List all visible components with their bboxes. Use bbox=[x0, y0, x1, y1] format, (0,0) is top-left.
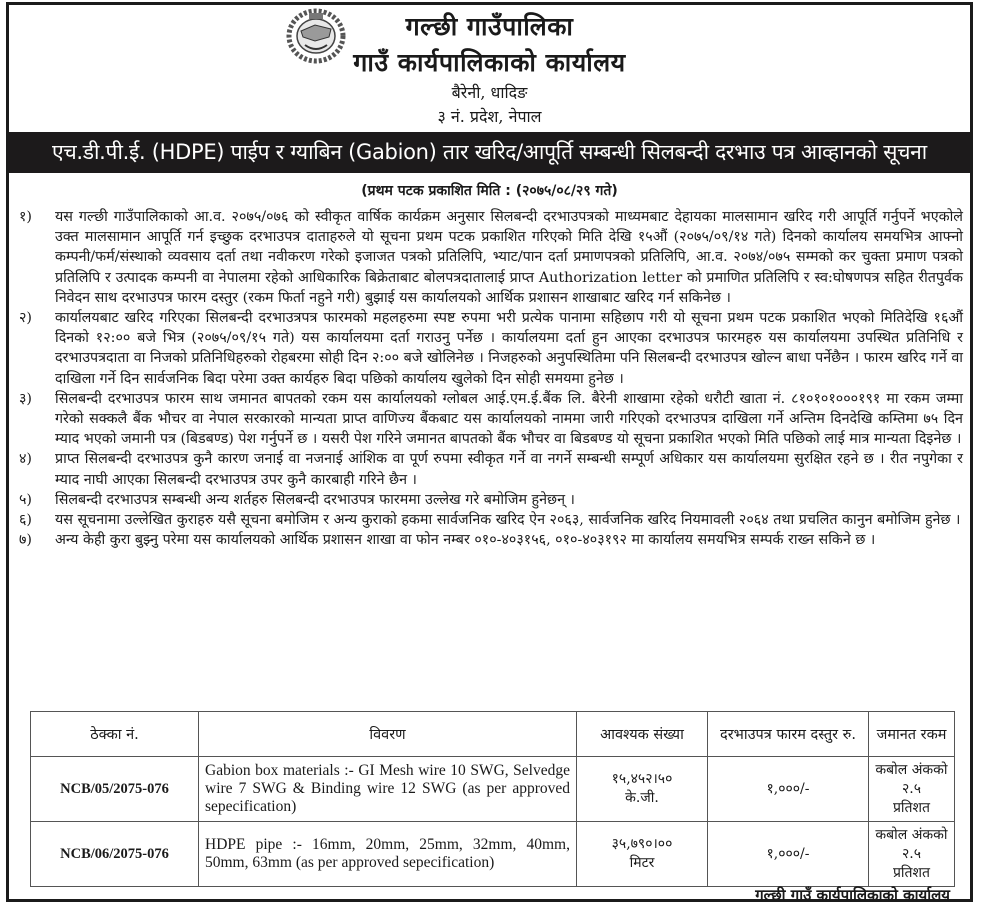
footer-signature: गल्छी गाउँ कार्यपालिकाको कार्यालय bbox=[755, 886, 950, 904]
point-number: २) bbox=[19, 310, 33, 327]
point-text: सिलबन्दी दरभाउपत्र सम्बन्धी अन्य शर्तहरु सिलबन्दी दरभाउपत्र फारममा उल्लेख गरे बमोजिम हुनेछन् । bbox=[55, 491, 575, 508]
quantity-value: ३५,७९०।०० bbox=[611, 836, 673, 852]
security-amount bbox=[869, 822, 955, 887]
notice-title-banner: एच.डी.पी.ई. (HDPE) पाईप र ग्याबिन (Gabion) तार खरिद/आपूर्ति सम्बन्धी सिलबन्दी दरभाउ पत्र आव्हानको सूचना bbox=[9, 132, 970, 173]
quantity bbox=[577, 757, 708, 822]
point-text: कार्यालयबाट खरिद गरिएका सिलबन्दी दरभाउत्रपत्र फारमको महलहरुमा स्पष्ट रुपमा भरी प्रत्येक पानामा सहिछाप गरी यो सूचना प्रथम पटक प्रकाशित भएको मितिदेखि १६औं दिनको १२:०० बजे भित्र (२०७५/०९/१५ गते) यस कार्यालयमा दर्ता गराउनु पर्नेछ । कार्यालयमा दर्ता हुन आएका दरभाउपत्र फारमहरु यस कार्यालयमा उपस्थित प्रतिनिधि र दरभाउपत्रदाता वा निजको प्रतिनिधिहरुको रोहबरमा सोही दिन २:०० बजे खोलिनेछ । निजहरुको अनुपस्थितिमा पनि सिलबन्दी दरभाउपत्र खोल्न बाधा पर्नेछैन । फारम खरिद गर्ने वा दाखिला गर्ने दिन सार्वजनिक बिदा परेमा उक्त कार्यहरु बिदा पछिको कार्यालय खुलेको दिन सोही समयमा हुनेछ । bbox=[55, 310, 963, 387]
notice-point bbox=[19, 490, 963, 510]
point-text: यस सूचनामा उल्लेखित कुराहरु यसै सूचना बमोजिम र अन्य कुराको हकमा सार्वजनिक खरिद ऐन २०६३, सार्वजनिक खरिद नियमावली २०६४ तथा प्रचलित कानुन बमोजिम हुनेछ । bbox=[55, 512, 961, 529]
security-line1: कबोल अंकको २.५ bbox=[875, 761, 948, 797]
point-number: ५) bbox=[19, 491, 33, 508]
security-amount bbox=[869, 757, 955, 822]
point-number: १) bbox=[19, 209, 33, 225]
header-description: विवरण bbox=[199, 712, 577, 757]
notice-point bbox=[19, 389, 963, 450]
header-security-amount: जमानत रकम bbox=[869, 712, 955, 757]
point-number: ७) bbox=[19, 532, 33, 549]
office-name: गाउँ कार्यपालिकाको कार्यालय bbox=[353, 48, 626, 77]
table-header-row bbox=[31, 712, 955, 757]
contract-no: NCB/06/2075-076 bbox=[31, 822, 199, 887]
notice-point bbox=[19, 530, 963, 550]
quantity-unit: के.जी. bbox=[625, 790, 659, 806]
point-text: यस गल्छी गाउँपालिकाको आ.व. २०७५/०७६ को स्वीकृत वार्षिक कार्यक्रम अनुसार सिलबन्दी दरभाउपत्रको माध्यमबाट देहायका मालसामान खरिद गरी आपूर्ति गर्नुपर्ने भएकोले उक्त मालसामान आपूर्ति गर्न इच्छुक दरभाउपत्र दाताहरुले यो सूचना प्रथम पटक प्रकाशित गरिएको मिति देखि १५औं (२०७५/०९/१४ गते) दिनको कार्यालय समयभित्र आफ्नो कम्पनी/फर्म/संस्थाको व्यवसाय दर्ता तथा नवीकरण गरेको इजाजत पत्रको प्रतिलिपि, भ्याट/पान दर्ता प्रमाणपत्रको प्रतिलिपि, आ.व. २०७४/०७५ सम्मको कर चुक्ता प्रमाण पत्रको प्रतिलिपि र उत्पादक कम्पनी वा नेपालमा रहेको आधिकारिक बिक्रेताबाट बोलपत्रदातालाई प्राप्त Authorization letter को प्रमाणित प्रतिलिपि र स्व:घोषणपत्र सहित रीतपुर्वक निवेदन साथ दरभाउपत्र फारम दस्तुर (रकम फिर्ता नहुने गरी) बुझाई यस कार्यालयको आर्थिक प्रशासन शाखाबाट खरिद गर्न सकिनेछ । bbox=[55, 209, 963, 306]
notice-point bbox=[19, 308, 963, 389]
notice-points-list bbox=[19, 207, 963, 550]
municipality-name: गल्छी गाउँपालिका bbox=[405, 12, 574, 41]
table-row bbox=[31, 822, 955, 887]
header-contract-no: ठेक्का नं. bbox=[31, 712, 199, 757]
header-form-fee: दरभाउपत्र फारम दस्तुर रु. bbox=[708, 712, 869, 757]
published-date: (प्रथम पटक प्रकाशित मिति : (२०७५/०८/२९ गते) bbox=[361, 183, 618, 199]
description: HDPE pipe :- 16mm, 20mm, 25mm, 32mm, 40mm, 50mm, 63mm (as per approved sepecification) bbox=[199, 822, 577, 887]
table-row bbox=[31, 757, 955, 822]
point-number: ४) bbox=[19, 451, 33, 468]
notice-point bbox=[19, 207, 963, 308]
contract-no: NCB/05/2075-076 bbox=[31, 757, 199, 822]
security-line2: प्रतिशत bbox=[892, 799, 931, 816]
province-country: ३ नं. प्रदेश, नेपाल bbox=[437, 107, 542, 126]
quantity-unit: मिटर bbox=[629, 855, 655, 871]
security-line2: प्रतिशत bbox=[892, 864, 931, 881]
notice-frame bbox=[6, 2, 973, 902]
point-text: सिलबन्दी दरभाउपत्र फारम साथ जमानत बापतको रकम यस कार्यालयको ग्लोबल आई.एम.ई.बैंक लि. बैरेनी शाखामा रहेको धरौटी खाता नं. ८१०१०१०००१९१ मा रकम जम्मा गरेको सक्कलै बैंक भौचर वा नेपाल सरकारको मान्यता प्राप्त वाणिज्य बैंकबाट यस कार्यालयको नाममा जारी गरिएको दरभाउपत्र दाखिला गर्ने अन्तिम दिनदेखि कम्तिमा ७५ दिन म्याद भएको जमानी पत्र (बिडबण्ड) पेश गर्नुपर्ने छ । यसरी पेश गरिने जमानत बापतको बैंक भौचर वा बिडबण्ड यो सूचना प्रकाशित भएको मिति पछिको लाई मात्र मान्यता दिइनेछ । bbox=[55, 390, 963, 448]
header-quantity: आवश्यक संख्या bbox=[577, 712, 708, 757]
tender-table-wrapper bbox=[30, 711, 955, 887]
notice-point bbox=[19, 449, 963, 489]
notice-header bbox=[9, 5, 970, 133]
quantity-value: १५,४५२।५० bbox=[611, 771, 673, 787]
point-number: ३) bbox=[19, 390, 33, 407]
quantity bbox=[577, 822, 708, 887]
notice-point bbox=[19, 510, 963, 530]
description: Gabion box materials :- GI Mesh wire 10 SWG, Selvedge wire 7 SWG & Binding wire 12 SWG (as per approved sepecification) bbox=[199, 757, 577, 822]
point-text: प्राप्त सिलबन्दी दरभाउपत्र कुनै कारण जनाई वा नजनाई आंशिक वा पूर्ण रुपमा स्वीकृत गर्ने वा नगर्ने सम्बन्धी सम्पूर्ण अधिकार यस कार्यालयमा सुरक्षित रहने छ । रीत नपुगेका र म्याद नाघी आएका सिलबन्दी दरभाउपत्र उपर कुनै कारबाही गरिने छैन । bbox=[55, 451, 963, 488]
point-text: अन्य केही कुरा बुझ्नु परेमा यस कार्यालयको आर्थिक प्रशासन शाखा वा फोन नम्बर ०१०-४०३१५६, ०१०-४०३१९२ मा कार्यालय समयभित्र सम्पर्क राख्न सकिने छ । bbox=[55, 532, 876, 549]
point-number: ६) bbox=[19, 512, 33, 529]
form-fee: १,०००/- bbox=[708, 757, 869, 822]
office-location: बैरेनी, धादिङ bbox=[451, 83, 528, 102]
tender-table bbox=[30, 711, 955, 887]
security-line1: कबोल अंकको २.५ bbox=[875, 826, 948, 862]
form-fee: १,०००/- bbox=[708, 822, 869, 887]
